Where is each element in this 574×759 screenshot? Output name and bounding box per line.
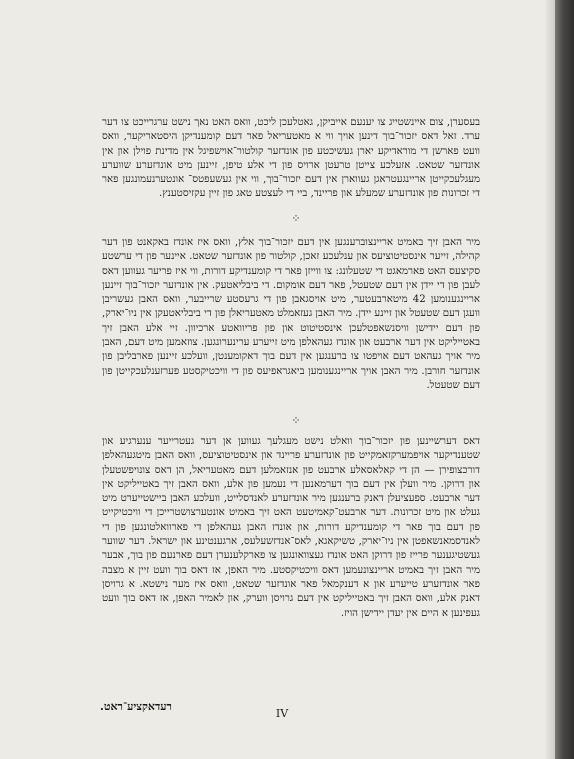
body-paragraph-2 [102, 236, 480, 393]
section-divider-ornament: ⁘ [291, 212, 299, 225]
body-paragraph-3 [102, 435, 480, 621]
section-divider-ornament: ⁘ [291, 414, 299, 427]
page-number: IV [275, 707, 289, 720]
page-binding-edge [546, 0, 555, 759]
paragraph-text: בעסערן, צום איינשטייג צו יענעם אייביקן, גאטלעכן ליכט, וואס האט נאך נישט ערגרייכט צו דער ערד. זאל דאס יזכור־בוך דינען אויך ווי א מאטעריאל פאר דעם קומענדיקן היסטאריקער, וואס וועט פארשן די מוראדיקע יארן געשיכטע פון אונדזער קולטור־אוישפיגל אין מדינת פוילן און אין אונדזער שטאט. אזעלכע צייטן טרעטן ארויס פון די אלע טיפן, זיינען מיט אונדזערע שווערע מעגלעכקייטן אריינגעטראגן געווארן אין דעם יזכור־בוך, ווי אין געשעפטס־ אונטערנעמונגען פאר די זכרונות פון אונדזערע שמעלע און פריינד, ביי די לעצטע טאג פון זיין עקזיסטענץ. [102, 117, 480, 200]
paragraph-text: מיר האבן זיך באמיט אריינצוברענגען אין דעם יזכור־בוך אלץ, וואס איז אונדז באקאנט פון דער קהילה, זייער אינסטיטוציעס און ענלעכע זאכן, קולטור פון אונדזער שטאט. איינער פון די ערשטע סקיצעס האט פארמאגט די שטעלונג: צו ווייזן פאר די קומענדיקע דורות, ווי איז פריער געווען דאס לעבן פון די יידן אין דעם שטעטל, פאר דעם אומקום. די ביבליאטעק. אין אונדזער יזכור־בוך זיינען אריינגענומען 42 מיטארבעטער, מיט אויסגאבן פון די גרעסטע שרייבער, וואס האבן געשריבן וועגן דעם שטעטל און זיינע יידן. מיר האבן געזאמלט מאטעריאלן פון די ביבליאטעקן אין ניו־יארק, פון דעם יידישן וויסנשאפטלעכן אינסטיטוט און פון פריוואטע ארכיוון. זיי אלע האבן זיך באטייליקט אין דער ארבעט און אונדז געהאלפן מיט זייערע ערינערונגען. צוזאמען מיט דעם, האבן מיר אויך געהאט דעם אויפטו צו ברענגען אין דעם בוך דאקומענטן, וועלכע זיינען פארבליבן פון אונדזער חורבן. מיר האבן אויך אריינגענומען ביאגראפיעס פון די וויכטיקסטע פערזענלעכקייטן פון דעם שטעטל. [102, 237, 480, 391]
paragraph-text: דאס דערשיינען פון יזכור־בוך וואלט נישט מעגלעך געווען אן דער געטרייער ענערגיע און שטענדיקער אויפמערקזאמקייט פון אונדזערע פריינד און אינסטיטוציעס, וואס האבן מיטגעהאלפן דורכצופירן — הן די קאלאסאלע ארבעט פון אנזאמלען דעם מאטעריאל, הן דאס צונויפשטעלן און דרוקן. מיר וועלן אין דעם בוך דערמאנען די נעמען פון אלע, וואס האבן זיך באטייליקט אין דער ארבעט. ספעציעלן דאנק ברענגען מיר אונדזערע לאנדסלייט, וועלכע האבן ביישטייערט מיט געלט און מיט זכרונות. דער ארבעט־קאמיטעט האט זיך באמיט אונטערצושטרייכן די וויכטיקייט פון דעם בוך פאר די קומענדיקע דורות, און אונדז האבן געהאלפן די פארוואלטונגען פון די לאנדסמאנשאפטן אין ניו־יארק, טשיקאגא, לאס־אנדזשעלעס, ארגענטינע און ישראל. דער שווער געשטיגענער פרייז פון דרוקן האט אונדז געצוואונגען צו פארקלענערן דעם פארנעם פון בוך, אבער מיר האבן זיך באמיט אריינצונעמען דאס וויכטיקסטע. מיר האפן, אז דאס בוך וועט זיין א מצבה פאר אונדזערע טייערע און א דענקמאל פאר אונדזער שטאט, וואס איז מער נישטא. א גרויסן דאנק אלע, וואס האבן זיך באטייליקט אין דעם גרויסן ווערק, און לאמיר האפן, אז דאס בוך וועט געפינען א היים אין יעדן יידישן הויז. [102, 436, 480, 619]
body-paragraph-1 [102, 116, 480, 202]
scan-background-edge [555, 0, 574, 759]
editorial-board-signature: רעדאקציע־ראט. [100, 700, 172, 713]
